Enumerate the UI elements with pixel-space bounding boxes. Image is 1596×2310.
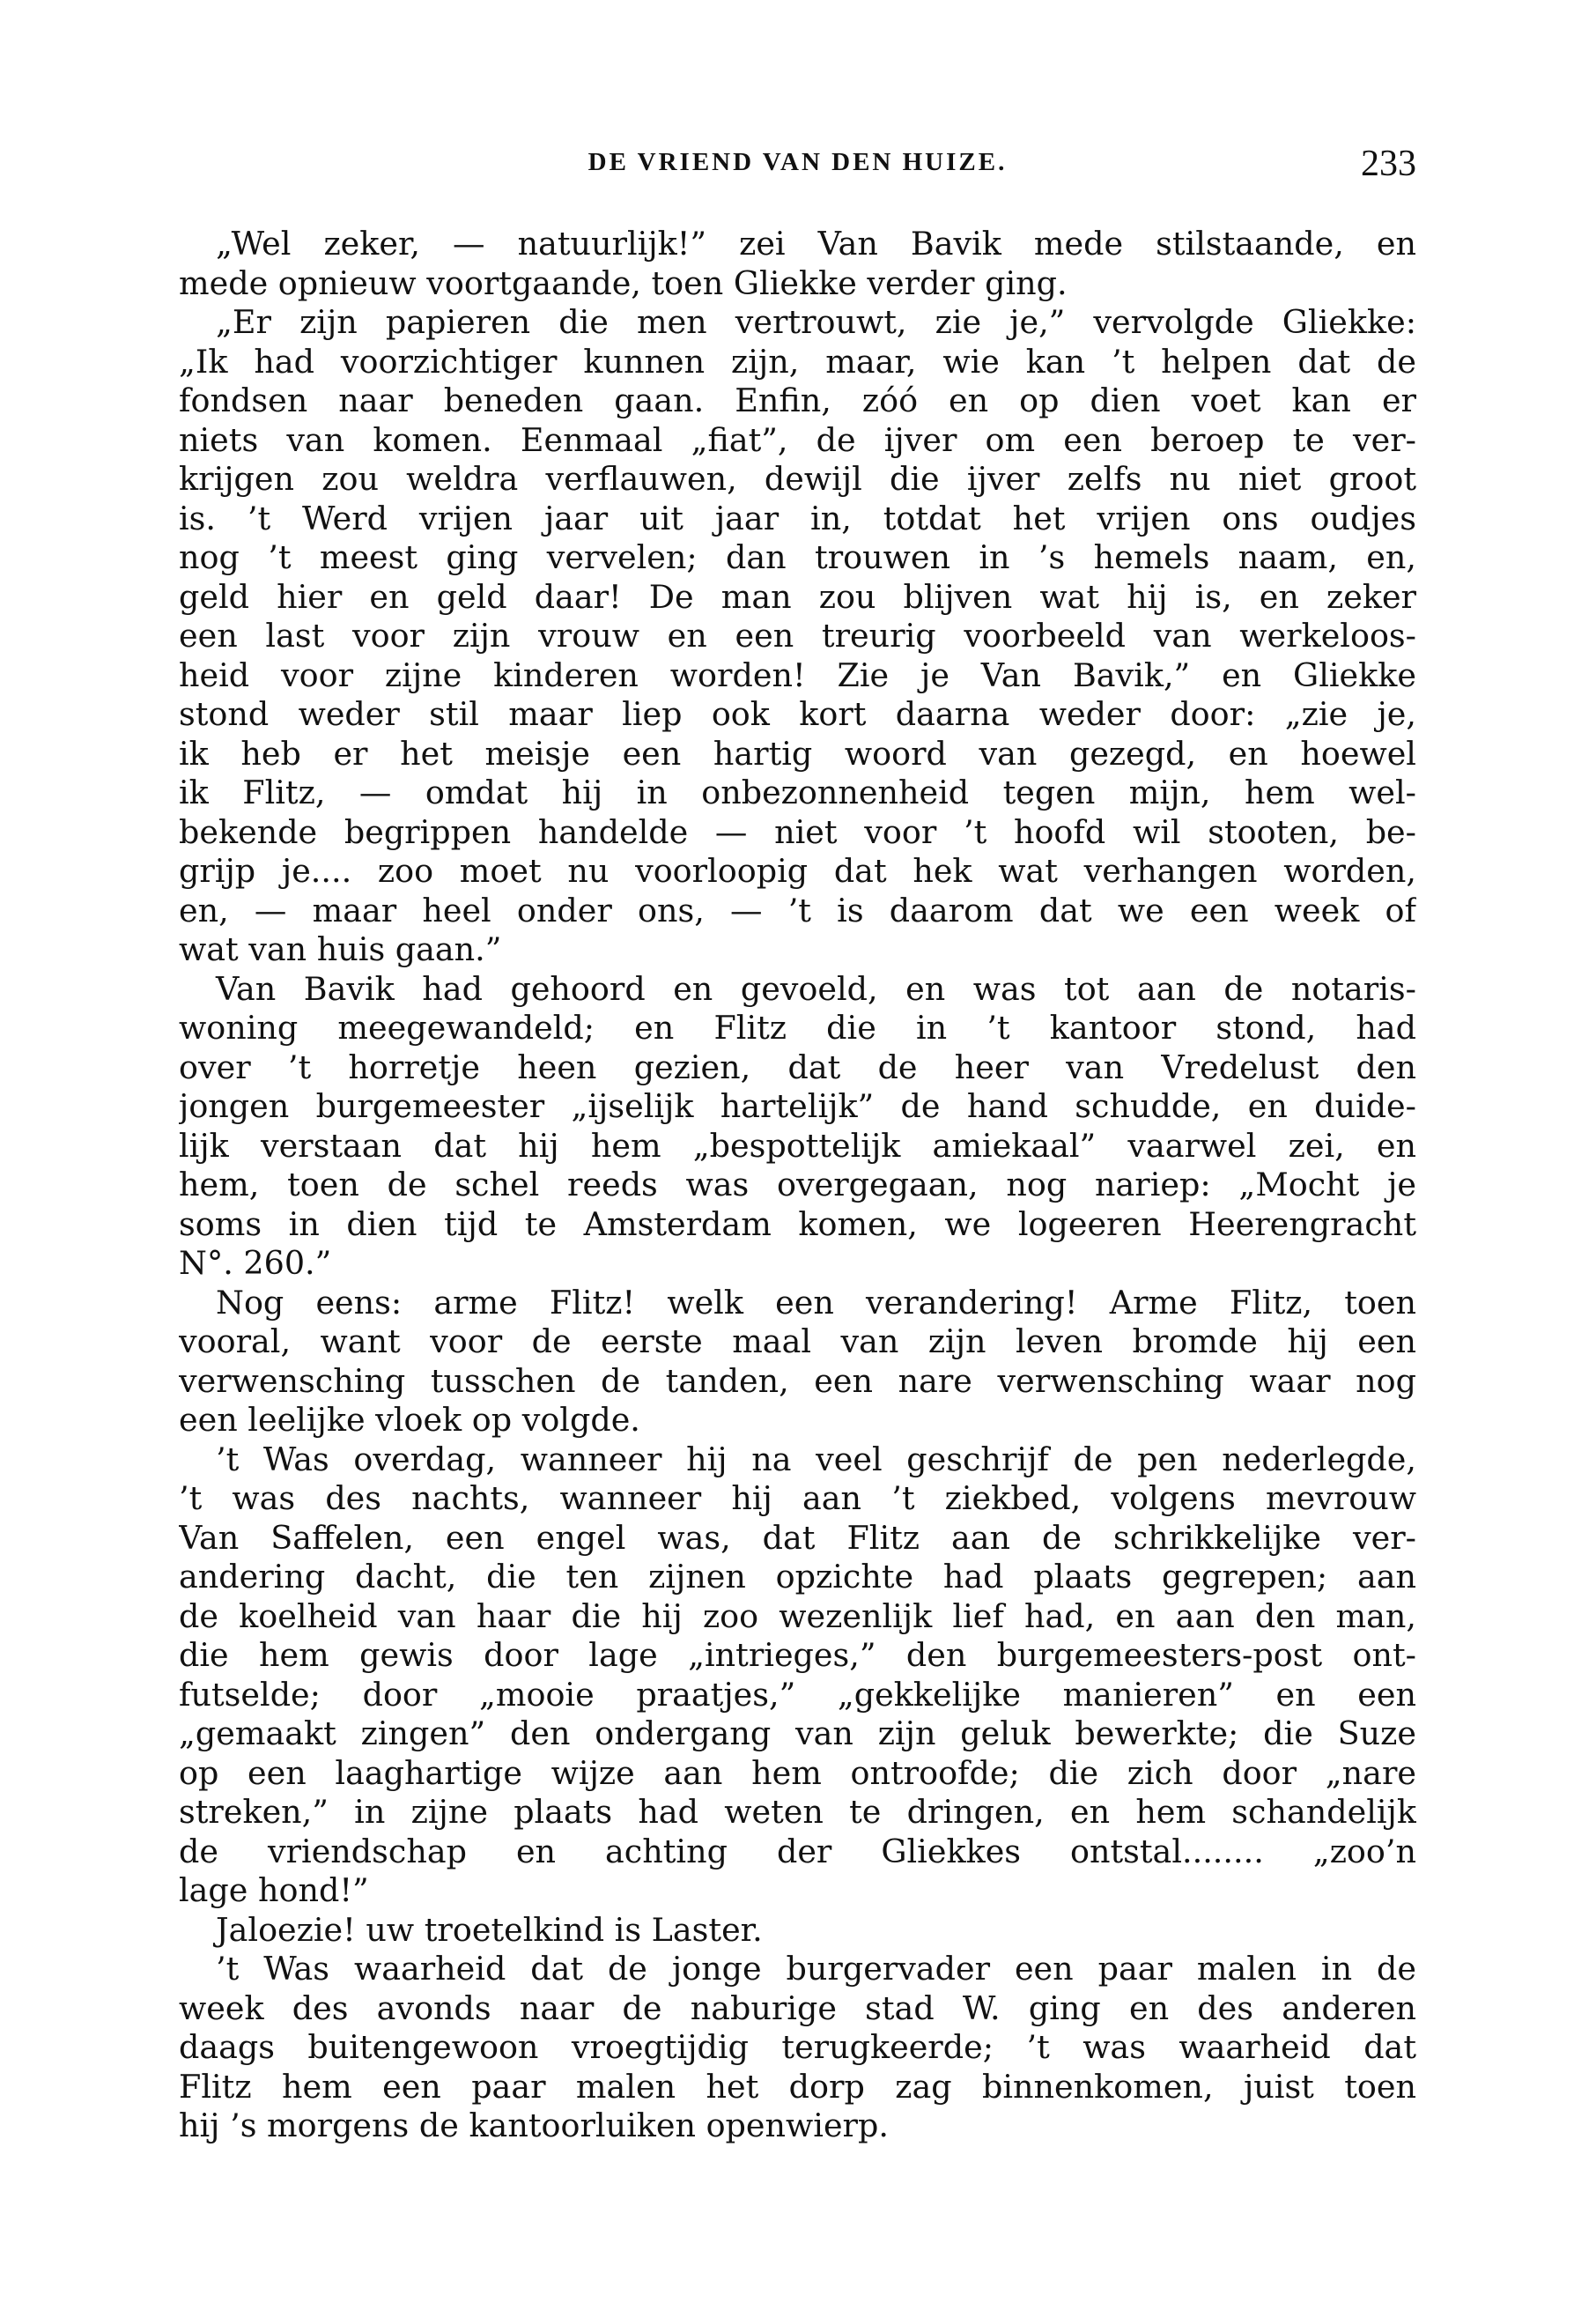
text-line: geld hier en geld daar! De man zou blijven wat hij is, en zeker xyxy=(179,577,1416,616)
text-line: Van Bavik had gehoord en gevoeld, en was tot aan de notaris- xyxy=(216,969,1416,1008)
text-line: lijk verstaan dat hij hem „bespottelijk amiekaal” vaarwel zei, en xyxy=(179,1126,1416,1165)
text-line: verwensching tusschen de tanden, een nare verwensching waar nog xyxy=(179,1361,1416,1400)
text-line: die hem gewis door lage „intrieges,” den burgemeesters-post ont- xyxy=(179,1636,1416,1674)
text-line: hem, toen de schel reeds was overgegaan, nog nariep: „Mocht je xyxy=(179,1166,1416,1203)
text-line: een last voor zijn vrouw en een treurig voorbeeld van werkeloos- xyxy=(179,617,1416,655)
text-line: jongen burgemeester „ijselijk hartelijk” de hand schudde, en duide- xyxy=(179,1087,1416,1125)
text-line: Flitz hem een paar malen het dorp zag binnenkomen, juist toen xyxy=(179,2067,1416,2106)
text-line: en, — maar heel onder ons, — ’t is daarom dat we een week of xyxy=(179,891,1416,929)
body-text xyxy=(179,225,1416,2146)
text-line: andering dacht, die ten zijnen opzichte had plaats gegrepen; aan xyxy=(179,1558,1416,1596)
text-line: ’t Was overdag, wanneer hij na veel geschrijf de pen nederlegde, xyxy=(216,1440,1416,1478)
text-line: op een laaghartige wijze aan hem ontroofde; die zich door „nare xyxy=(179,1753,1416,1792)
text-line: vooral, want voor de eerste maal van zijn leven bromde hij een xyxy=(179,1322,1416,1360)
text-line: „Ik had voorzichtiger kunnen zijn, maar, wie kan ’t helpen dat de xyxy=(179,342,1416,381)
text-line: de vriendschap en achting der Gliekkes ontstal........ „zoo’n xyxy=(179,1832,1416,1870)
text-line: fondsen naar beneden gaan. Enfin, zóó en op dien voet kan er xyxy=(179,381,1416,419)
text-line: nog ’t meest ging vervelen; dan trouwen in ’s hemels naam, en, xyxy=(179,538,1416,576)
text-line: lage hond!” xyxy=(179,1871,369,1909)
text-line: mede opnieuw voortgaande, toen Gliekke verder ging. xyxy=(179,263,1068,302)
text-line: soms in dien tijd te Amsterdam komen, we logeeren Heerengracht xyxy=(179,1204,1416,1243)
page-number: 233 xyxy=(1361,144,1416,184)
text-line: Nog eens: arme Flitz! welk een verandering! Arme Flitz, toen xyxy=(216,1283,1416,1322)
text-line: ik heb er het meisje een hartig woord van gezegd, en hoewel xyxy=(179,734,1416,773)
text-line: woning meegewandeld; en Flitz die in ’t kantoor stond, had xyxy=(179,1009,1416,1047)
text-line: „Wel zeker, — natuurlijk!” zei Van Bavik mede stilstaande, en xyxy=(216,225,1416,263)
text-line: wat van huis gaan.” xyxy=(179,930,502,968)
text-line: bekende begrippen handelde — niet voor ’t hoofd wil stooten, be- xyxy=(179,812,1416,851)
text-line: week des avonds naar de naburige stad W. ging en des anderen xyxy=(179,1988,1416,2027)
text-line: ’t Was waarheid dat de jonge burgervader een paar malen in de xyxy=(216,1950,1416,1988)
text-line: N°. 260.” xyxy=(179,1244,332,1282)
text-line: niets van komen. Eenmaal „fiat”, de ijver om een beroep te ver- xyxy=(179,420,1416,459)
text-line: heid voor zijne kinderen worden! Zie je Van Bavik,” en Gliekke xyxy=(179,655,1416,694)
text-line: ’t was des nachts, wanneer hij aan ’t ziekbed, volgens mevrouw xyxy=(179,1479,1416,1517)
text-line: „Er zijn papieren die men vertrouwt, zie je,” vervolgde Gliekke: xyxy=(216,303,1416,341)
text-line: Van Saffelen, een engel was, dat Flitz aan de schrikkelijke ver- xyxy=(179,1518,1416,1557)
text-line: Jaloezie! uw troetelkind is Laster. xyxy=(216,1910,763,1949)
text-line: „gemaakt zingen” den ondergang van zijn geluk bewerkte; die Suze xyxy=(179,1714,1416,1752)
text-line: krijgen zou weldra verflauwen, dewijl die ijver zelfs nu niet groot xyxy=(179,460,1416,498)
text-line: hij ’s morgens de kantoorluiken openwierp. xyxy=(179,2106,889,2144)
text-line: daags buitengewoon vroegtijdig terugkeerde; ’t was waarheid dat xyxy=(179,2028,1416,2066)
text-line: over ’t horretje heen gezien, dat de heer van Vredelust den xyxy=(179,1048,1416,1086)
text-line: een leelijke vloek op volgde. xyxy=(179,1401,640,1439)
text-line: de koelheid van haar die hij zoo wezenlijk lief had, en aan den man, xyxy=(179,1596,1416,1635)
text-line: grijp je.... zoo moet nu voorloopig dat hek wat verhangen worden, xyxy=(179,852,1416,890)
page-header xyxy=(179,143,1416,196)
text-line: stond weder stil maar liep ook kort daarna weder door: „zie je, xyxy=(179,695,1416,733)
text-line: ik Flitz, — omdat hij in onbezonnenheid tegen mijn, hem wel- xyxy=(179,774,1416,811)
text-line: streken,” in zijne plaats had weten te dringen, en hem schandelijk xyxy=(179,1793,1416,1831)
text-line: futselde; door „mooie praatjes,” „gekkelijke manieren” en een xyxy=(179,1675,1416,1714)
text-line: is. ’t Werd vrijen jaar uit jaar in, totdat het vrijen ons oudjes xyxy=(179,499,1416,537)
running-title: DE VRIEND VAN DEN HUIZE. xyxy=(587,148,1008,176)
